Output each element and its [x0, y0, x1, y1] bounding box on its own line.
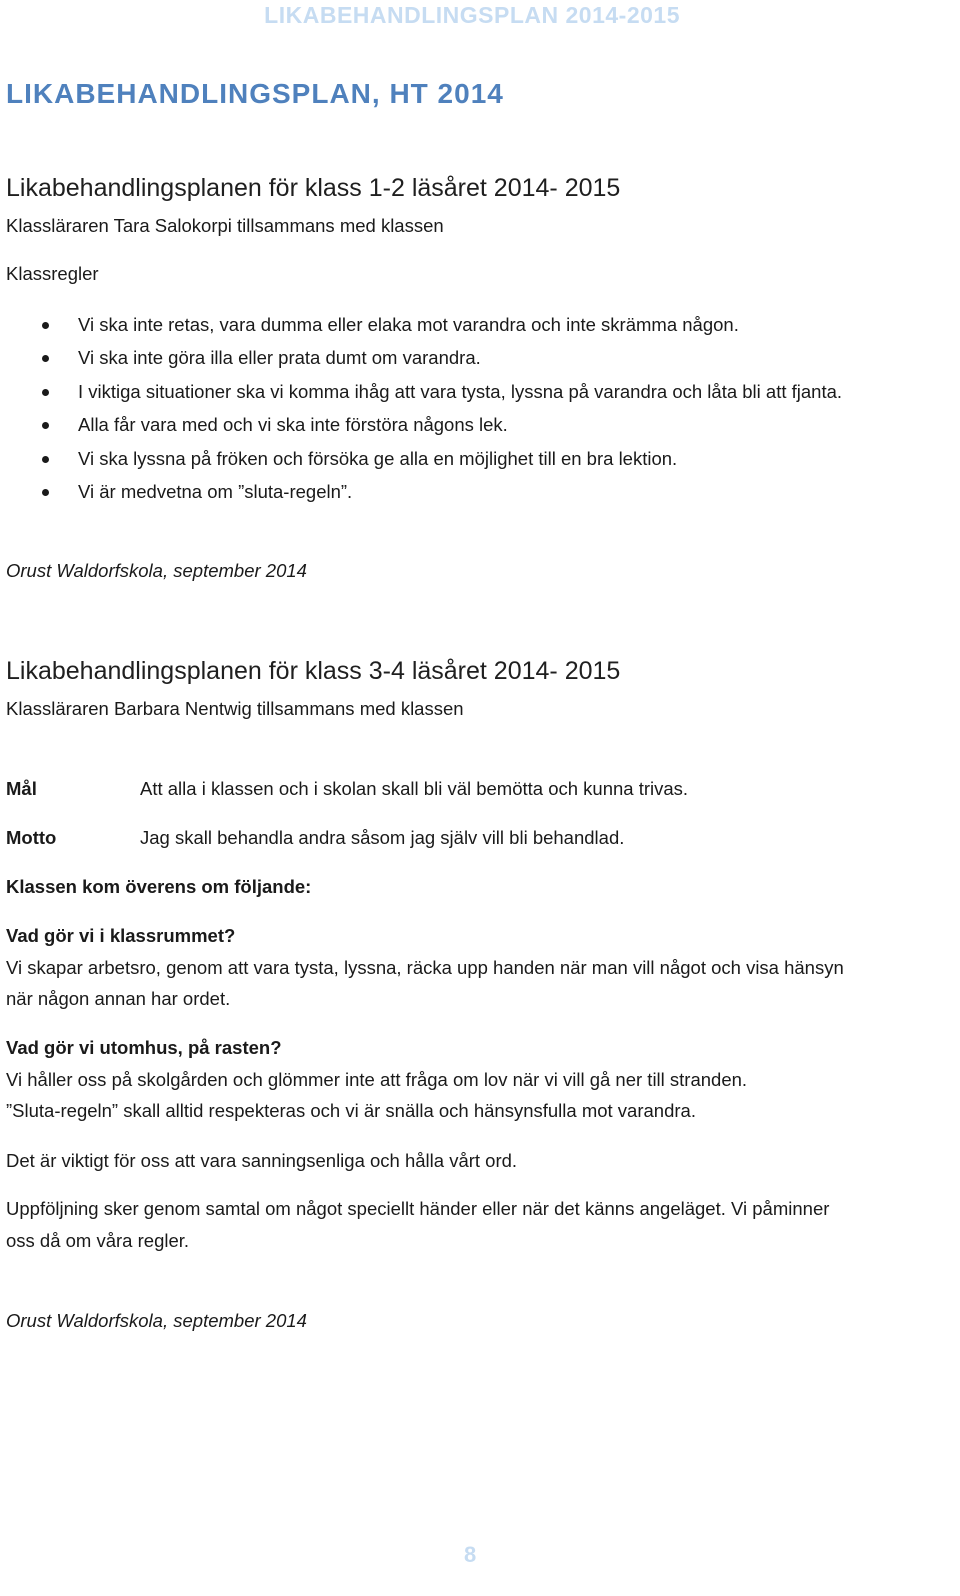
- section1-title: Likabehandlingsplanen för klass 1-2 läsåret 2014- 2015: [6, 174, 621, 202]
- list-item: Vi ska lyssna på fröken och försöka ge alla en möjlighet till en bra lektion.: [40, 447, 842, 480]
- section2-title: Likabehandlingsplanen för klass 3-4 läsåret 2014- 2015: [6, 657, 621, 685]
- rules-list: [40, 313, 842, 513]
- section1-teacher: Klassläraren Tara Salokorpi tillsammans med klassen: [6, 215, 444, 236]
- section2-teacher: Klassläraren Barbara Nentwig tillsammans med klassen: [6, 698, 464, 719]
- bullet-icon: [42, 389, 49, 396]
- bullet-icon: [42, 322, 49, 329]
- paragraph-truth: Det är viktigt för oss att vara sanningsenliga och hålla vårt ord.: [6, 1150, 518, 1171]
- section1-signature: Orust Waldorfskola, september 2014: [6, 560, 307, 581]
- running-header: LIKABEHANDLINGSPLAN 2014-2015: [264, 2, 680, 28]
- motto-text: Jag skall behandla andra såsom jag själv vill bli behandlad.: [140, 827, 625, 848]
- page-number: 8: [464, 1542, 477, 1567]
- list-item: I viktiga situationer ska vi komma ihåg att vara tysta, lyssna på varandra och låta bli att fjanta.: [40, 380, 842, 413]
- question-classroom: Vad gör vi i klassrummet?: [6, 925, 236, 946]
- goal-text: Att alla i klassen och i skolan skall bli väl bemötta och kunna trivas.: [140, 778, 689, 799]
- list-item: Vi är medvetna om ”sluta-regeln”.: [40, 480, 842, 513]
- list-item: Vi ska inte retas, vara dumma eller elaka mot varandra och inte skrämma någon.: [40, 313, 842, 346]
- agreement-heading: Klassen kom överens om följande:: [6, 876, 312, 897]
- bullet-icon: [42, 355, 49, 362]
- list-item: Vi ska inte göra illa eller prata dumt om varandra.: [40, 346, 842, 379]
- answer-outdoors-line2: ”Sluta-regeln” skall alltid respekteras och vi är snälla och hänsynsfulla mot varandra.: [6, 1100, 696, 1121]
- question-outdoors: Vad gör vi utomhus, på rasten?: [6, 1037, 282, 1058]
- section2-signature: Orust Waldorfskola, september 2014: [6, 1310, 307, 1331]
- bullet-icon: [42, 422, 49, 429]
- answer-classroom-line2: när någon annan har ordet.: [6, 988, 231, 1009]
- paragraph-followup-line1: Uppföljning sker genom samtal om något speciellt händer eller när det känns angeläget. Vi påminner: [6, 1198, 830, 1219]
- rules-heading: Klassregler: [6, 263, 99, 284]
- answer-classroom-line1: Vi skapar arbetsro, genom att vara tysta, lyssna, räcka upp handen när man vill något och visa hänsyn: [6, 957, 844, 978]
- bullet-icon: [42, 489, 49, 496]
- paragraph-followup-line2: oss då om våra regler.: [6, 1230, 190, 1251]
- motto-label: Motto: [6, 827, 57, 848]
- bullet-icon: [42, 456, 49, 463]
- list-item: Alla får vara med och vi ska inte förstöra någons lek.: [40, 413, 842, 446]
- goal-label: Mål: [6, 778, 37, 799]
- main-title: LIKABEHANDLINGSPLAN, HT 2014: [6, 78, 504, 109]
- answer-outdoors-line1: Vi håller oss på skolgården och glömmer inte att fråga om lov när vi vill gå ner till stranden.: [6, 1069, 748, 1090]
